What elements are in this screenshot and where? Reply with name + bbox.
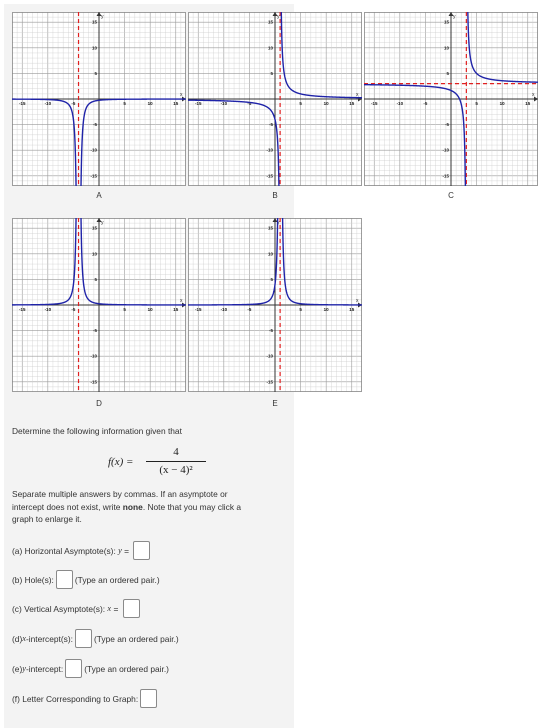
y-tick-label: -15 xyxy=(442,173,449,179)
x-tick-label: 5 xyxy=(299,307,302,312)
fraction-bar xyxy=(146,461,206,462)
y-tick-label: 15 xyxy=(443,19,449,25)
x-tick-label: -5 xyxy=(71,101,76,106)
y-tick-label: 15 xyxy=(91,19,97,25)
x-tick-label: -5 xyxy=(71,307,76,312)
y-tick-label: -15 xyxy=(90,379,97,385)
x-tick-label: 5 xyxy=(299,101,302,106)
y-tick-label: 15 xyxy=(91,225,97,231)
instructions-line-3: graph to enlarge it. xyxy=(12,514,82,524)
x-tick-label: 15 xyxy=(349,101,355,106)
y-tick-label: -5 xyxy=(268,328,273,334)
question-e-var: y xyxy=(22,664,26,673)
y-tick-label: 5 xyxy=(94,276,97,282)
x-tick-label: 5 xyxy=(123,101,126,106)
y-tick-label: -15 xyxy=(90,173,97,179)
question-b-label: (b) Hole(s): xyxy=(12,574,54,585)
y-tick-label: 5 xyxy=(446,70,449,76)
x-tick-label: -15 xyxy=(370,101,378,106)
y-tick-label: 15 xyxy=(267,225,273,231)
y-tick-label: 10 xyxy=(443,45,449,51)
function-formula xyxy=(106,446,216,482)
x-tick-label: -5 xyxy=(423,101,428,106)
graph-d[interactable] xyxy=(12,218,186,392)
y-tick-label: 10 xyxy=(267,45,273,51)
y-intercept-input[interactable] xyxy=(65,659,82,678)
graph-letter-input[interactable] xyxy=(140,689,157,708)
x-tick-label: 15 xyxy=(349,307,355,312)
prompt-text: Determine the following information given that xyxy=(12,426,182,436)
graph-c[interactable] xyxy=(364,12,538,186)
x-tick-label: 5 xyxy=(123,307,126,312)
graph-c-label: C xyxy=(448,191,454,200)
graph-e-plot xyxy=(188,218,362,392)
y-tick-label: -5 xyxy=(92,122,97,128)
question-d-var: x xyxy=(22,634,26,643)
formula-denominator: (x − 4)² xyxy=(159,464,193,476)
question-f-label: (f) Letter Corresponding to Graph: xyxy=(12,693,139,704)
question-f xyxy=(12,689,159,708)
graph-b[interactable] xyxy=(188,12,362,186)
x-tick-label: -10 xyxy=(396,101,404,106)
y-tick-label: -15 xyxy=(266,379,273,385)
x-tick-label: 10 xyxy=(499,101,505,106)
x-tick-label: 10 xyxy=(323,101,329,106)
x-tick-label: -5 xyxy=(247,307,252,312)
y-tick-label: -5 xyxy=(92,328,97,334)
y-tick-label: -10 xyxy=(266,353,273,359)
vertical-asymptote-input[interactable] xyxy=(123,599,140,618)
x-tick-label: -10 xyxy=(44,307,52,312)
x-tick-label: 15 xyxy=(525,101,531,106)
question-a-label: (a) Horizontal Asymptote(s): xyxy=(12,545,116,556)
x-axis-label: x xyxy=(356,92,359,98)
x-tick-label: -15 xyxy=(18,307,26,312)
instructions-line-2b: . Note that you may click a xyxy=(142,501,242,512)
y-axis-label: y xyxy=(101,14,104,20)
x-tick-label: 15 xyxy=(173,307,179,312)
graph-a-plot xyxy=(12,12,186,186)
question-b xyxy=(12,570,160,589)
x-tick-label: -15 xyxy=(18,101,26,106)
question-c-var: x xyxy=(107,604,112,613)
y-tick-label: -5 xyxy=(444,122,449,128)
horizontal-asymptote-input[interactable] xyxy=(133,541,150,560)
x-tick-label: -5 xyxy=(247,101,252,106)
x-tick-label: 10 xyxy=(147,307,153,312)
graph-e[interactable] xyxy=(188,218,362,392)
formula-lhs: f(x) = xyxy=(108,456,134,468)
question-e-label: (e) xyxy=(12,663,23,674)
y-tick-label: -15 xyxy=(266,173,273,179)
question-a-var: y xyxy=(118,546,122,555)
x-axis-label: x xyxy=(532,92,535,98)
x-tick-label: -15 xyxy=(194,307,202,312)
question-d xyxy=(12,629,179,648)
y-tick-label: 15 xyxy=(267,19,273,25)
graph-b-plot xyxy=(188,12,362,186)
question-d-label: (d) xyxy=(12,633,23,644)
question-d-hint: (Type an ordered pair.) xyxy=(93,633,179,644)
instructions xyxy=(12,488,282,526)
x-tick-label: -10 xyxy=(220,101,228,106)
question-b-hint: (Type an ordered pair.) xyxy=(74,574,160,585)
graph-a[interactable] xyxy=(12,12,186,186)
y-axis-label: y xyxy=(277,220,280,226)
question-c-label: (c) Vertical Asymptote(s): xyxy=(12,603,106,614)
formula-numerator: 4 xyxy=(173,446,179,458)
x-tick-label: -15 xyxy=(194,101,202,106)
question-c: (c) Vertical Asymptote(s): x = xyxy=(12,599,142,618)
x-tick-label: -10 xyxy=(44,101,52,106)
x-tick-label: 10 xyxy=(323,307,329,312)
y-tick-label: -10 xyxy=(442,147,449,153)
y-tick-label: 10 xyxy=(91,45,97,51)
question-e-mid: -intercept: xyxy=(25,663,64,674)
instructions-line-1: Separate multiple answers by commas. If an asymptote or xyxy=(12,489,228,499)
graph-d-plot xyxy=(12,218,186,392)
y-axis-label: y xyxy=(453,14,456,20)
graph-e-label: E xyxy=(272,399,278,408)
x-intercept-input[interactable] xyxy=(75,629,92,648)
x-tick-label: -10 xyxy=(220,307,228,312)
question-e-hint: (Type an ordered pair.) xyxy=(84,663,169,674)
y-axis-label: y xyxy=(101,220,104,226)
y-tick-label: 10 xyxy=(267,251,273,257)
y-tick-label: 10 xyxy=(91,251,97,257)
graph-d-label: D xyxy=(96,399,102,408)
instructions-none: none xyxy=(122,501,143,512)
formula-fraction xyxy=(146,446,206,476)
question-d-mid: -intercept(s): xyxy=(25,633,73,644)
y-tick-label: -5 xyxy=(268,122,273,128)
question-e xyxy=(12,659,169,678)
y-tick-label: 5 xyxy=(94,70,97,76)
y-tick-label: -10 xyxy=(90,147,97,153)
graph-b-label: B xyxy=(272,191,278,200)
y-axis-label: y xyxy=(277,14,280,20)
x-tick-label: 15 xyxy=(173,101,179,106)
x-axis-label: x xyxy=(180,92,183,98)
y-tick-label: 5 xyxy=(270,276,273,282)
x-axis-label: x xyxy=(356,298,359,304)
y-tick-label: 5 xyxy=(270,70,273,76)
x-tick-label: 5 xyxy=(475,101,478,106)
x-axis-label: x xyxy=(180,298,183,304)
function-curve xyxy=(79,218,186,305)
question-a: (a) Horizontal Asymptote(s): y = xyxy=(12,541,152,560)
x-tick-label: 10 xyxy=(147,101,153,106)
y-tick-label: -10 xyxy=(90,353,97,359)
hole-input[interactable] xyxy=(56,570,73,589)
instructions-line-2a: intercept does not exist, write xyxy=(12,501,123,512)
graph-a-label: A xyxy=(96,191,102,200)
graph-c-plot xyxy=(364,12,538,186)
y-tick-label: -10 xyxy=(266,147,273,153)
